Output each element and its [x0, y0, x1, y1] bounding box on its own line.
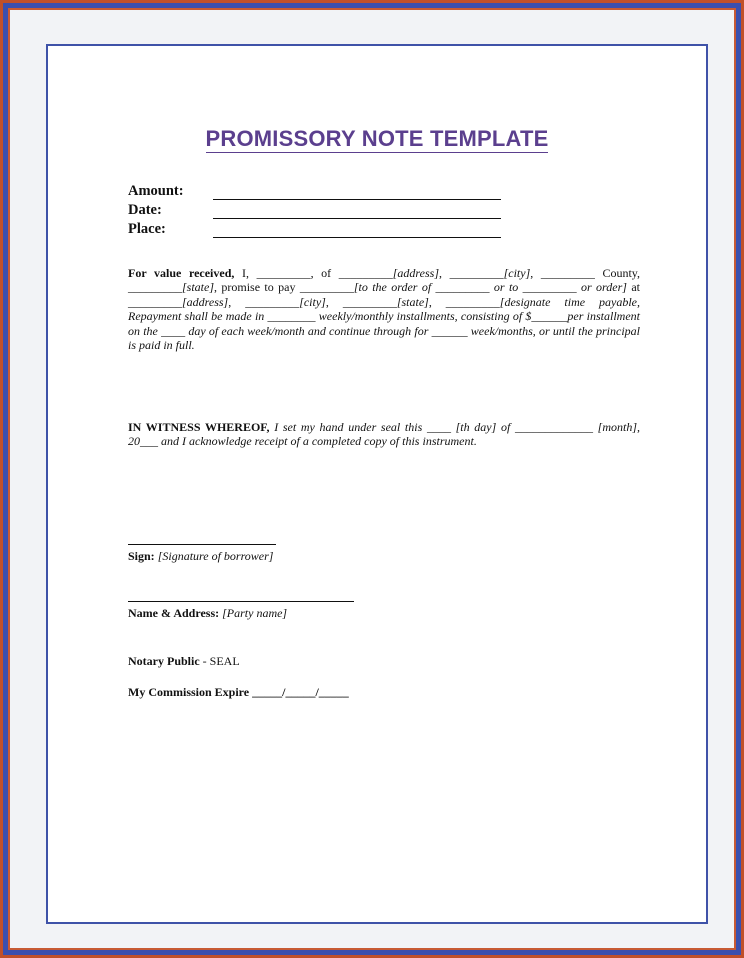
field-place	[128, 220, 501, 238]
commission-value: _____/_____/_____	[249, 685, 349, 699]
para1-text-5: at _________	[128, 280, 640, 309]
signature-block	[128, 544, 276, 564]
para1-order: [to the order of _________ or to _________ or order]	[353, 280, 627, 295]
para1-text-1: I, _________, of _________	[234, 266, 393, 280]
field-label-date: Date:	[128, 202, 162, 218]
signature-line[interactable]	[128, 544, 276, 545]
value-received-paragraph	[128, 266, 640, 352]
para1-address: [address]	[392, 266, 439, 280]
name-address-caption	[128, 606, 354, 621]
field-date	[128, 201, 501, 219]
field-label-place: Place:	[128, 221, 166, 237]
para1-text-7: , _________	[325, 294, 397, 309]
para1-text-6: , _________	[228, 294, 300, 309]
commission-line	[128, 685, 349, 700]
title-text: PROMISSORY NOTE TEMPLATE	[205, 126, 549, 151]
para2-text: I set my hand under seal this ____ [th day] of _____________ [month], 20___ and I acknowledge receipt of a completed copy of this instrument.	[128, 420, 641, 449]
para1-address-2: [address]	[182, 294, 229, 309]
document-page	[46, 44, 708, 924]
field-line-place[interactable]	[213, 225, 501, 238]
notary-label: Notary Public	[128, 654, 200, 668]
para1-city: [city]	[503, 266, 531, 280]
field-line-amount[interactable]	[213, 187, 501, 200]
para1-state: [state]	[182, 280, 215, 295]
document-title	[48, 126, 706, 152]
address-label: Name & Address:	[128, 606, 220, 620]
name-address-line[interactable]	[128, 601, 354, 602]
field-label-amount: Amount:	[128, 183, 184, 199]
para1-text-8: , _________	[428, 294, 500, 309]
name-address-block	[128, 601, 354, 621]
witness-paragraph	[128, 420, 640, 449]
field-amount	[128, 182, 501, 200]
sign-label: Sign:	[128, 549, 155, 563]
notary-value: - SEAL	[199, 654, 240, 668]
para1-text-2: , _________	[439, 266, 504, 280]
para1-rest: [designate time payable, Repayment shall be made in ________ weekly/monthly installments, consisting of $______per installment on the ____ day of each week/month and continue through for ______ week/months, or until the principal is paid in full.	[128, 294, 640, 353]
para1-lead: For value received,	[128, 266, 235, 280]
notary-line	[128, 654, 240, 669]
signature-caption	[128, 549, 276, 564]
para2-lead: IN WITNESS WHEREOF,	[128, 420, 270, 434]
para1-text-3: , _________ County, _________	[128, 266, 641, 295]
para1-text-4: , promise to pay _________	[214, 280, 354, 295]
header-fields	[128, 182, 501, 239]
commission-label: My Commission Expire	[128, 685, 250, 699]
field-line-date[interactable]	[213, 206, 501, 219]
address-value: [Party name]	[222, 606, 288, 620]
para1-city-2: [city]	[299, 294, 326, 309]
inner-frame	[8, 8, 736, 950]
para1-state-2: [state]	[396, 294, 429, 309]
sign-value: [Signature of borrower]	[157, 549, 274, 563]
